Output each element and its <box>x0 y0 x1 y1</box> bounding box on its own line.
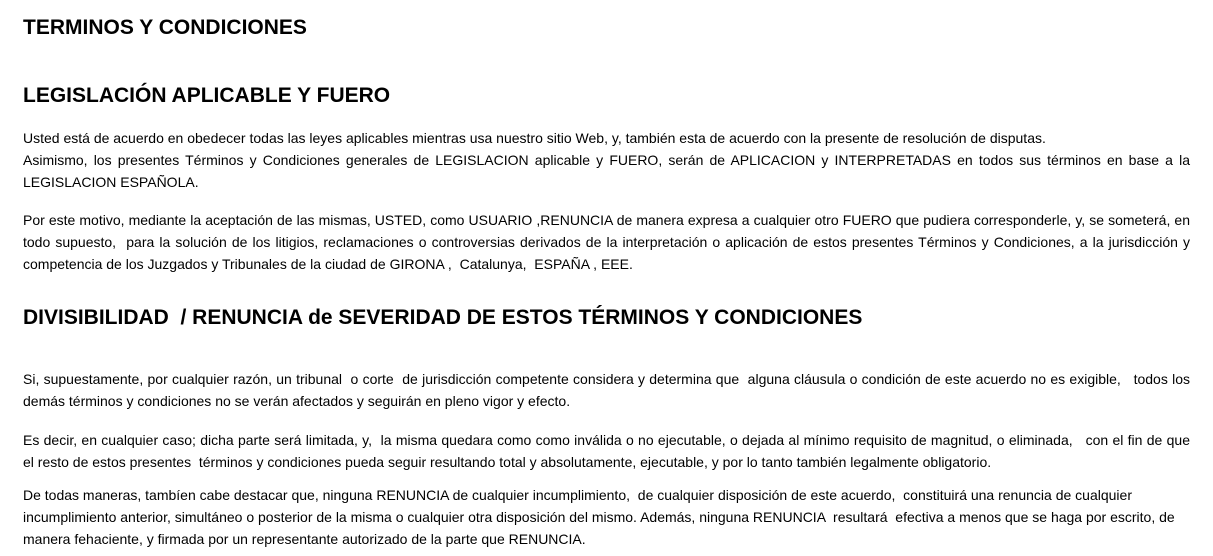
paragraph-renuncia-incumplimiento: De todas maneras, tambíen cabe destacar que, ninguna RENUNCIA de cualquier incumplimiento, de cualquier disposición de este acuerdo, constituirá una renuncia de cualquier incumplimiento anterior, simultáneo o posterior de la misma o cualquier otra disposición del mismo. Además, ninguna RENUNCIA resultará efectiva a menos que se haga por escrito, de manera fehaciente, y firmada por un representante autorizado de la parte que RENUNCIA. <box>23 487 1179 547</box>
section-legislacion-aplicable <box>23 83 1194 275</box>
section-heading-divisibilidad: DIVISIBILIDAD / RENUNCIA de SEVERIDAD DE ESTOS TÉRMINOS Y CONDICIONES <box>23 306 863 329</box>
paragraph-legislacion-espanola: Asimismo, los presentes Términos y Condiciones generales de LEGISLACION aplicable y FUERO, serán de APLICACION y INTERPRETADAS en todos sus términos en base a la LEGISLACION ESPAÑOLA. <box>23 152 1194 190</box>
section-heading-legislacion: LEGISLACIÓN APLICABLE Y FUERO <box>23 84 391 107</box>
page-title: TERMINOS Y CONDICIONES <box>23 16 307 39</box>
paragraph-clausula-no-exigible: Si, supuestamente, por cualquier razón, un tribunal o corte de jurisdicción competente considera y determina que alguna cláusula o condición de este acuerdo no es exigible, todos los demás términos y condiciones no se verán afectados y seguirán en pleno vigor y efecto. <box>23 371 1194 409</box>
section-divisibilidad <box>23 305 1194 550</box>
paragraph-parte-limitada: Es decir, en cualquier caso; dicha parte será limitada, y, la misma quedara como como inválida o no ejecutable, o dejada al mínimo requisito de magnitud, o eliminada, con el fin de que el resto de estos presentes términos y condiciones pueda seguir resultando total y absolutamente, ejecutable, y por lo tanto también legalmente obligatorio. <box>23 432 1194 470</box>
paragraph-renuncia-fuero: Por este motivo, mediante la aceptación de las mismas, USTED, como USUARIO ,RENUNCIA de manera expresa a cualquier otro FUERO que pudiera corresponderle, y, se someterá, en todo supuesto, para la solución de los litigios, reclamaciones o controversias derivados de la interpretación o aplicación de estos presentes Términos y Condiciones, a la jurisdicción y competencia de los Juzgados y Tribunales de la ciudad de GIRONA , Catalunya, ESPAÑA , EEE. <box>23 212 1194 272</box>
paragraph-acuerdo-leyes: Usted está de acuerdo en obedecer todas las leyes aplicables mientras usa nuestro sitio Web, y, también esta de acuerdo con la presente de resolución de disputas. <box>23 130 1046 146</box>
